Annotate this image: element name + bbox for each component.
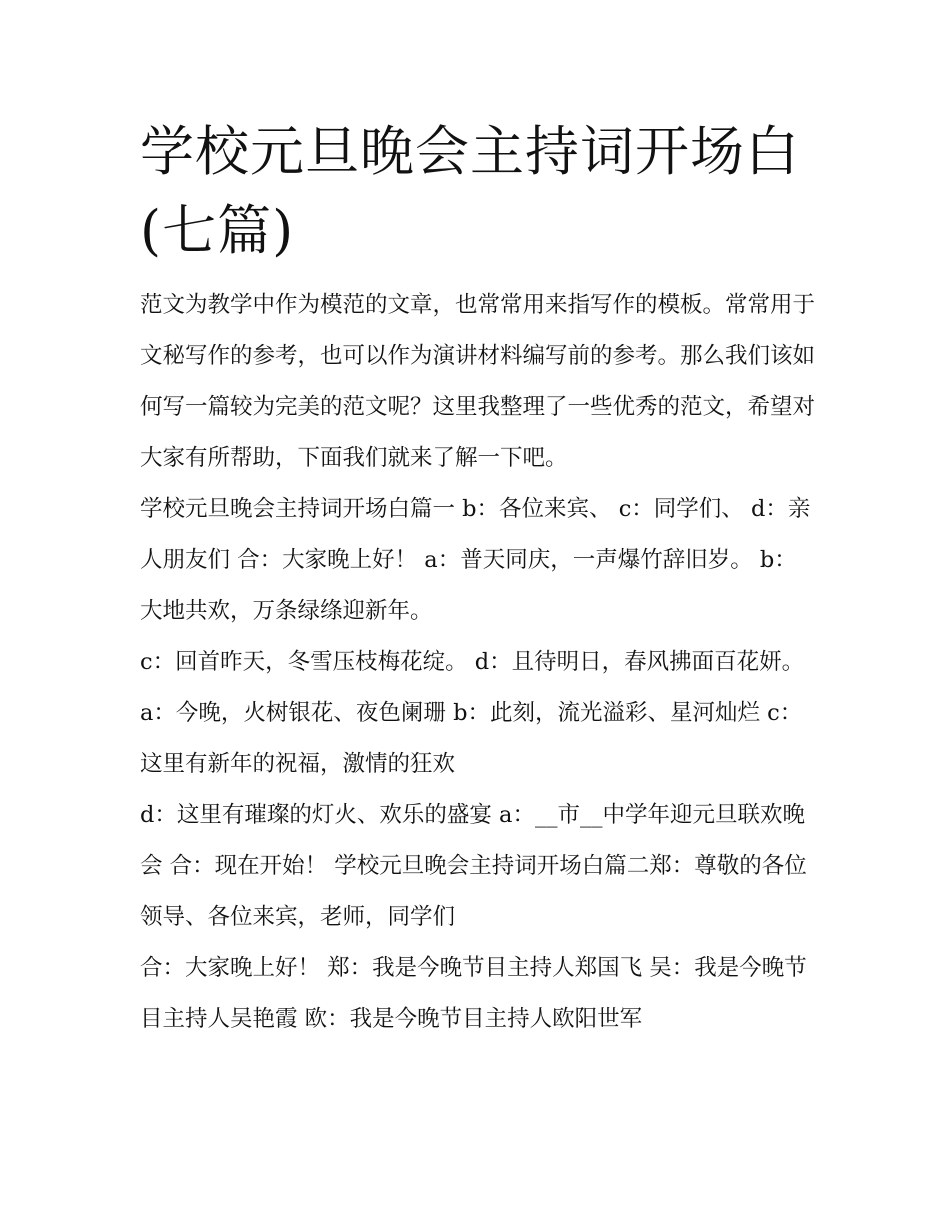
paragraph-part-2: c：回首昨天，冬雪压枝梅花绽。 d：且待明日，春风拂面百花妍。 a：今晚，火树银花、夜色阑珊 b：此刻，流光溢彩、星河灿烂 c：这里有新年的祝福，激情的狂欢 (140, 649, 805, 777)
paragraph-intro: 范文为教学中作为模范的文章，也常常用来指写作的模板。常常用于文秘写作的参考，也可以作为演讲材料编写前的参考。那么我们该如何写一篇较为完美的范文呢？这里我整理了一些优秀的范文，希望对大家有所帮助，下面我们就来了解一下吧。 (140, 292, 816, 471)
document-body (140, 280, 815, 1045)
paragraph-part-3: d：这里有璀璨的灯火、欢乐的盛宴 a：__市__中学年迎元旦联欢晚会 合：现在开始！ 学校元旦晚会主持词开场白篇二郑：尊敬的各位领导、各位来宾，老师，同学们 (140, 802, 807, 930)
document-title: 学校元旦晚会主持词开场白(七篇) (140, 120, 800, 262)
paragraph-part-1: 学校元旦晚会主持词开场白篇一 b：各位来宾、 c：同学们、 d：亲人朋友们 合：大家晚上好！ a：普天同庆，一声爆竹辞旧岁。 b：大地共欢，万条绿绦迎新年。 (140, 496, 811, 624)
paragraph-part-4: 合：大家晚上好！ 郑：我是今晚节目主持人郑国飞 吴：我是今晚节目主持人吴艳霞 欧：我是今晚节目主持人欧阳世军 (140, 955, 807, 1032)
